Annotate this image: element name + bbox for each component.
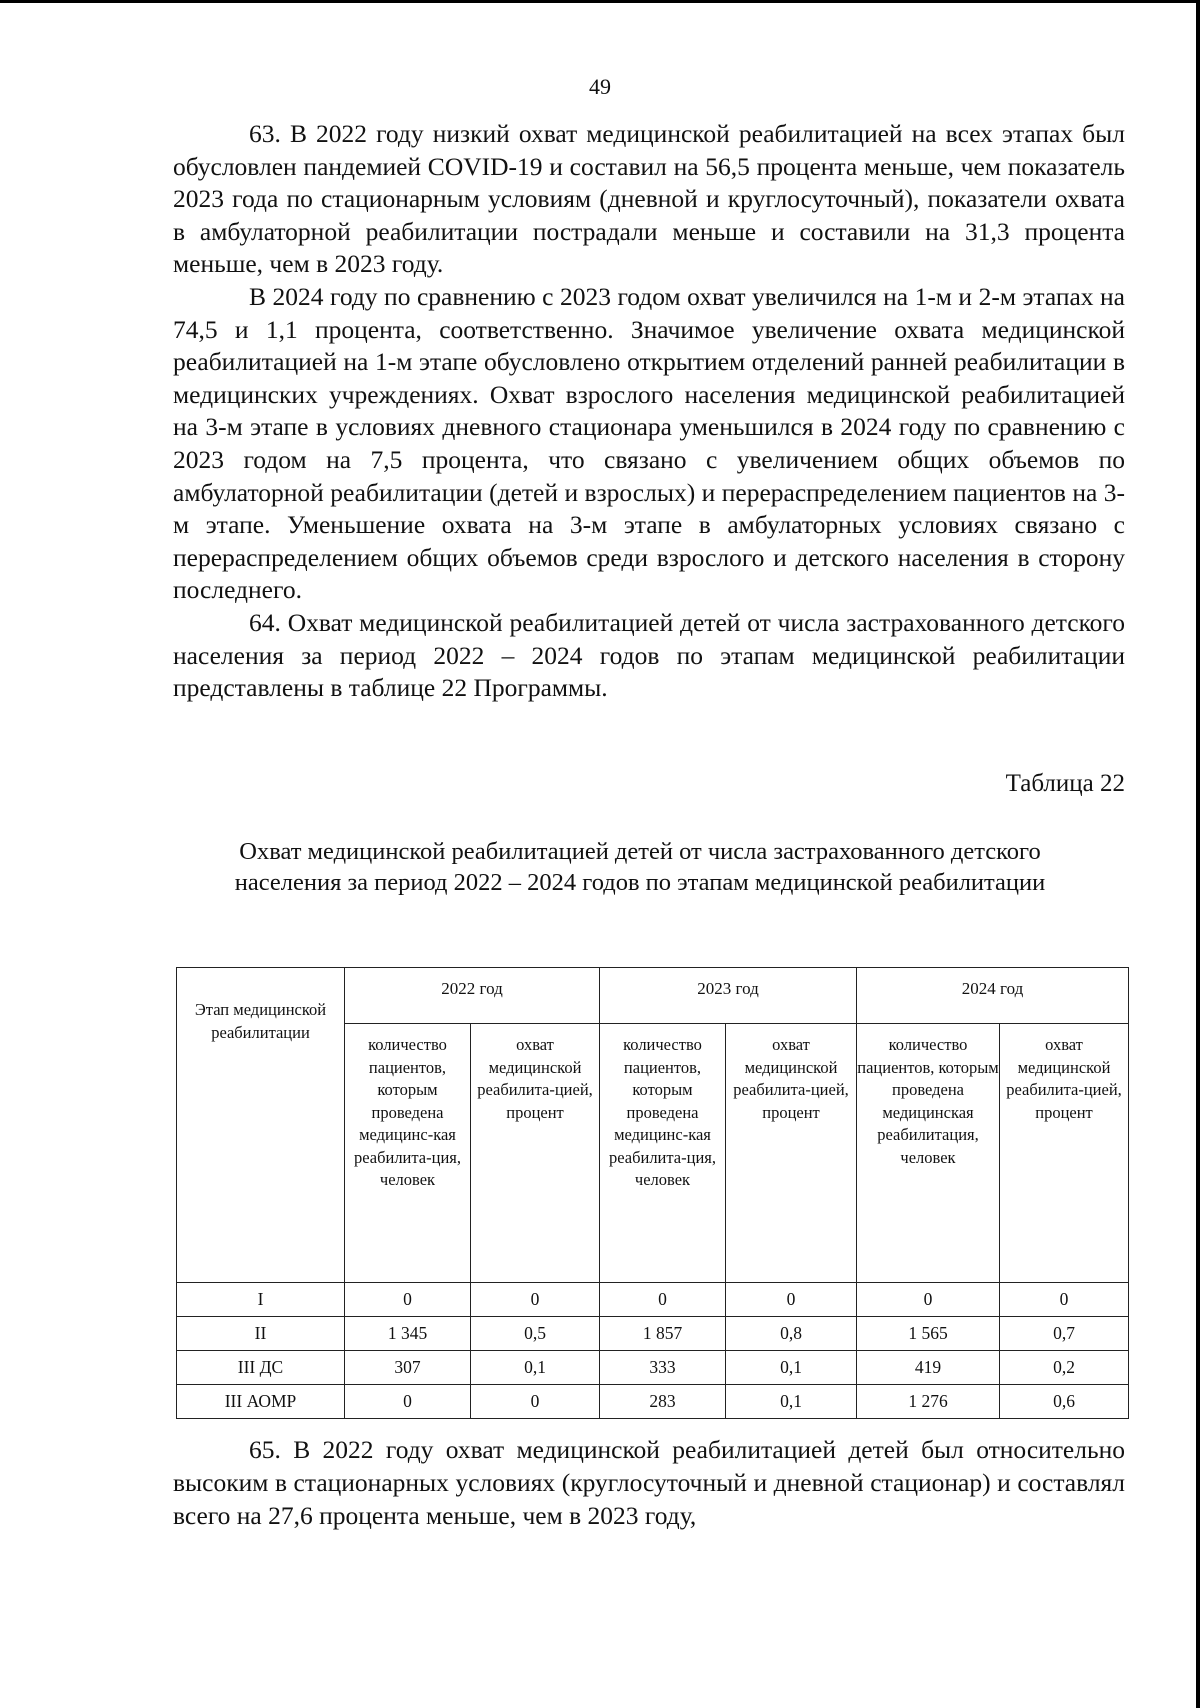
count-header-2023: количество пациентов, которым проведена медицинс-кая реабилита-ция, человек — [600, 1024, 726, 1283]
paragraph-64: 64. Охват медицинской реабилитацией детей от числа застрахованного детского населения за период 2022 – 2024 годов по этапам медицинской реабилитации представлены в таблице 22 Программы. — [173, 607, 1125, 703]
coverage-cell: 0,7 — [1000, 1317, 1129, 1351]
stage-cell: III ДС — [177, 1351, 345, 1385]
coverage-cell: 0 — [471, 1385, 600, 1419]
body-text — [173, 118, 1125, 705]
stage-cell: I — [177, 1283, 345, 1317]
coverage-cell: 0,8 — [726, 1317, 857, 1351]
table-label: Таблица 22 — [1005, 770, 1125, 797]
count-cell: 333 — [600, 1351, 726, 1385]
scan-edge-right — [1196, 0, 1200, 1708]
rehab-coverage-table — [176, 967, 1129, 1419]
paragraph-63: 63. В 2022 году низкий охват медицинской реабилитацией на всех этапах был обусловлен пандемией COVID-19 и составил на 56,5 процента меньше, чем показатель 2023 года по стационарным условиям (дневной и круглосуточный), показатели охвата в амбулаторной реабилитации пострадали меньше и составили на 31,3 процента меньше, чем в 2023 году. — [173, 119, 1125, 279]
count-cell: 1 276 — [857, 1385, 1000, 1419]
stage-column-header: Этап медицинской реабилитации — [177, 968, 345, 1283]
coverage-cell: 0,2 — [1000, 1351, 1129, 1385]
year-header-row — [177, 968, 1129, 1024]
coverage-cell: 0 — [726, 1283, 857, 1317]
coverage-header-2023: охват медицинской реабилита-цией, процент — [726, 1024, 857, 1283]
stage-cell: II — [177, 1317, 345, 1351]
stage-cell: III АОМР — [177, 1385, 345, 1419]
count-cell: 0 — [857, 1283, 1000, 1317]
coverage-cell: 0,6 — [1000, 1385, 1129, 1419]
coverage-cell: 0,5 — [471, 1317, 600, 1351]
count-cell: 419 — [857, 1351, 1000, 1385]
count-cell: 0 — [345, 1385, 471, 1419]
coverage-cell: 0 — [1000, 1283, 1129, 1317]
count-cell: 0 — [345, 1283, 471, 1317]
year-header-2023: 2023 год — [600, 968, 857, 1024]
year-header-2022: 2022 год — [345, 968, 600, 1024]
paragraph-65: 65. В 2022 году охват медицинской реабилитацией детей был относительно высоким в стационарных условиях (круглосуточный и дневной стационар) и составлял всего на 27,6 процента меньше, чем в 2023 году, — [173, 1435, 1125, 1530]
table-row — [177, 1351, 1129, 1385]
page-number: 49 — [589, 74, 611, 99]
count-cell: 307 — [345, 1351, 471, 1385]
table-row — [177, 1385, 1129, 1419]
count-cell: 1 565 — [857, 1317, 1000, 1351]
coverage-header-2024: охват медицинской реабилита-цией, процент — [1000, 1024, 1129, 1283]
coverage-cell: 0 — [471, 1283, 600, 1317]
year-header-2024: 2024 год — [857, 968, 1129, 1024]
coverage-cell: 0,1 — [726, 1385, 857, 1419]
table-row — [177, 1317, 1129, 1351]
count-header-2024: количество пациентов, которым проведена медицинская реабилитация, человек — [857, 1024, 1000, 1283]
coverage-cell: 0,1 — [726, 1351, 857, 1385]
coverage-cell: 0,1 — [471, 1351, 600, 1385]
count-header-2022: количество пациентов, которым проведена медицинс-кая реабилита-ция, человек — [345, 1024, 471, 1283]
count-cell: 283 — [600, 1385, 726, 1419]
count-cell: 1 345 — [345, 1317, 471, 1351]
count-cell: 1 857 — [600, 1317, 726, 1351]
footer-text — [173, 1433, 1125, 1532]
count-cell: 0 — [600, 1283, 726, 1317]
table-title: Охват медицинской реабилитацией детей от числа застрахованного детского населения за период 2022 – 2024 годов по этапам медицинской реабилитации — [234, 838, 1046, 896]
table-row — [177, 1283, 1129, 1317]
coverage-header-2022: охват медицинской реабилита-цией, процент — [471, 1024, 600, 1283]
scan-edge-top — [0, 0, 1200, 3]
paragraph-63-continued: В 2024 году по сравнению с 2023 годом охват увеличился на 1-м и 2-м этапах на 74,5 и 1,1 процента, соответственно. Значимое увеличение охвата медицинской реабилитацией на 1-м этапе обусловлено открытием отделений ранней реабилитации в медицинских учреждениях. Охват взрослого населения медицинской реабилитацией на 3-м этапе в условиях дневного стационара уменьшился в 2024 году по сравнению с 2023 годом на 7,5 процента, что связано с увеличением общих объемов по амбулаторной реабилитации (детей и взрослых) и перераспределением пациентов на 3-м этапе. Уменьшение охвата на 3-м этапе в амбулаторных условиях связано с перераспределением общих объемов среди взрослого и детского населения в сторону последнего. — [173, 281, 1125, 605]
